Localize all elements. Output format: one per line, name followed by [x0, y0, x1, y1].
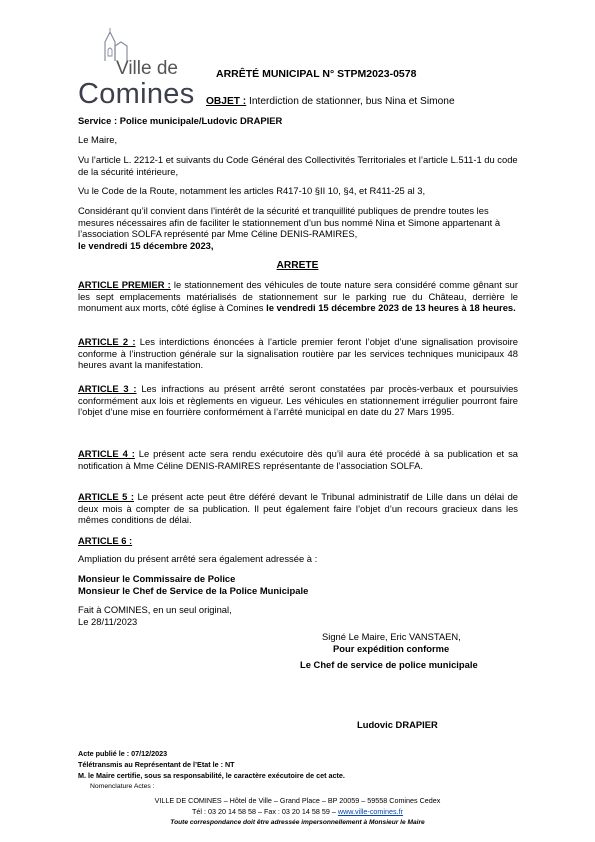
certification: M. le Maire certifie, sous sa responsabilité, le caractère exécutoire de cet acte.: [78, 771, 345, 780]
fait-a: Fait à COMINES, en un seul original,: [78, 604, 232, 615]
article-3: [78, 383, 518, 418]
date-signature: Le 28/11/2023: [78, 616, 138, 627]
comines-logo: [78, 28, 198, 108]
footer-address: VILLE DE COMINES – Hôtel de Ville – Grand Place – BP 20059 – 59558 Comines Cedex: [154, 796, 441, 805]
destinataire-1: Monsieur le Commissaire de Police: [78, 573, 236, 584]
article-4-label: ARTICLE 4 :: [78, 448, 135, 459]
considerant-date: le vendredi 15 décembre 2023,: [78, 239, 214, 251]
article-2-text: Les interdictions énoncées à l’article premier feront l’objet d’une signalisation provisoire conforme à l’instruction générale sur la signalisation routière par les services techniques municipaux 48 heures avant la manifestation.: [78, 336, 519, 371]
footer-tel: Tél : 03 20 14 58 58 – Fax : 03 20 14 58 59 –: [192, 807, 338, 816]
article-3-label: ARTICLE 3 :: [78, 383, 137, 394]
destinataire-2: Monsieur le Chef de Service de la Police Municipale: [78, 585, 309, 596]
logo-line1: Ville de: [116, 58, 178, 79]
considerant-text: Considérant qu’il convient dans l’intérêt de la sécurité et tranquillité publiques de prendre toutes les mesures nécessaires afin de faciliter le stationnement d’un bus nommé Nina et Simone appartenant à l’association SOLFA représenté par Mme Céline DENIS-RAMIRES,: [78, 205, 501, 240]
acte-publie: Acte publié le : 07/12/2023: [78, 749, 168, 758]
article-2-label: ARTICLE 2 :: [78, 336, 136, 347]
arrete-heading: ARRETE: [276, 260, 319, 271]
signe-le-maire: Signé Le Maire, Eric VANSTAEN,: [322, 631, 461, 642]
church-icon: [94, 28, 134, 62]
vu-paragraph-1: Vu l’article L. 2212-1 et suivants du Code Général des Collectivités Territoriales et l’article L.511-1 du code de la sécurité intérieure,: [78, 154, 518, 177]
footer-notice: Toute correspondance doit être adressée impersonnellement à Monsieur le Maire: [170, 819, 425, 826]
le-maire: Le Maire,: [78, 134, 118, 145]
service-line: Service : Police municipale/Ludovic DRAPIER: [78, 115, 283, 126]
article-1-date: le vendredi 15 décembre 2023 de 13 heures à 18 heures.: [266, 302, 516, 314]
article-4-text: Le présent acte sera rendu exécutoire dès qu’il aura été procédé à sa publication et sa notification à Mme Céline DENIS-RAMIRES représentante de l’association SOLFA.: [78, 448, 518, 471]
objet-label: OBJET :: [206, 96, 247, 107]
document-title: ARRÊTÉ MUNICIPAL N° STPM2023-0578: [216, 68, 417, 80]
article-5: [78, 491, 518, 526]
article-5-text: Le présent acte peut être déféré devant le Tribunal administratif de Lille dans un délai de deux mois à compter de sa publication. Il peut également faire l’objet d’un recours gracieux dans les mêmes conditions de délai.: [78, 491, 518, 526]
ampliation: Ampliation du présent arrêté sera également adressée à :: [78, 553, 318, 564]
article-6-label: ARTICLE 6 :: [78, 535, 133, 546]
article-1: [78, 279, 518, 314]
considerant-paragraph: [78, 205, 518, 251]
website-link[interactable]: www.ville-comines.fr: [337, 807, 403, 816]
footer-contact: [0, 807, 595, 817]
logo-line2: Comines: [78, 78, 195, 110]
expedition-conforme: Pour expédition conforme: [333, 643, 450, 654]
article-1-text: le stationnement des véhicules de toute nature sera considéré comme gênant sur les sept emplacements matérialisés de stationnement sur le parking rue du Château, derrière le monument aux morts, côté église à Comines: [78, 279, 519, 314]
objet-text: Interdiction de stationner, bus Nina et Simone: [246, 96, 455, 107]
teletransmis: Télétransmis au Représentant de l’Etat le : NT: [78, 760, 235, 769]
article-4: [78, 448, 518, 471]
article-2: [78, 336, 518, 371]
article-5-label: ARTICLE 5 :: [78, 491, 134, 502]
signer-name: Ludovic DRAPIER: [357, 719, 438, 730]
objet-line: [206, 96, 455, 107]
article-1-label: ARTICLE PREMIER :: [78, 279, 171, 290]
vu-paragraph-2: Vu le Code de la Route, notamment les articles R417-10 §II 10, §4, et R411-25 al 3,: [78, 185, 426, 196]
article-3-text: Les infractions au présent arrêté seront constatées par procès-verbaux et poursuivies conformément aux lois et règlements en vigueur. Les véhicules en stationnement irrégulier pourront faire l’objet d’une mise en fourrière conformément à l’arrêté municipal en date du 27 Mars 1995.: [78, 383, 518, 418]
nomenclature: Nomenclature Actes :: [90, 783, 155, 790]
chef-de-service: Le Chef de service de police municipale: [300, 659, 478, 670]
